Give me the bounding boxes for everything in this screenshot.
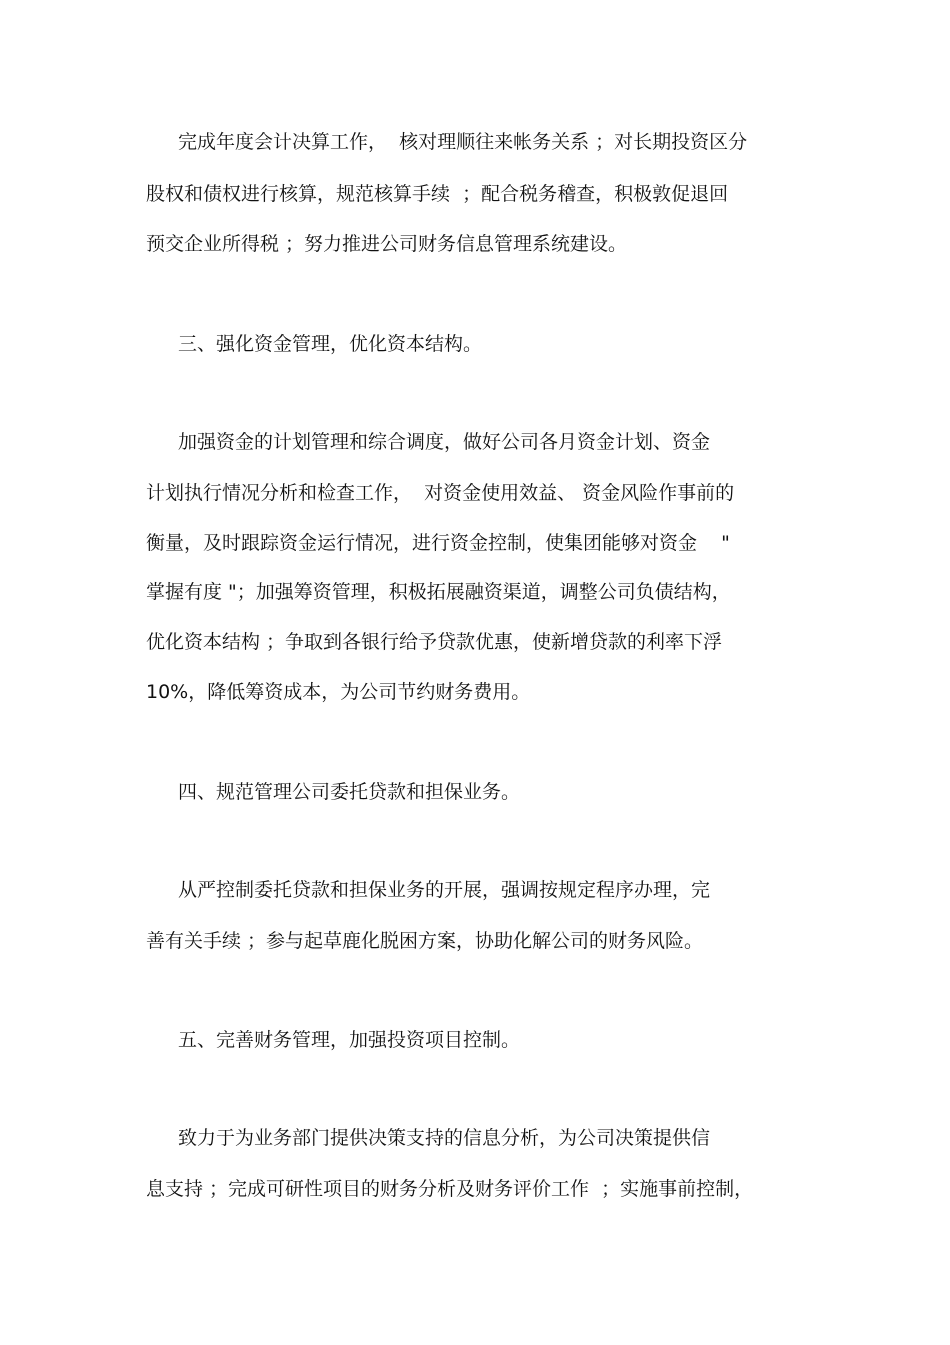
paragraph-4-line-2: 息支持 ；完成可研性项目的财务分析及财务评价工作 ；实施事前控制，: [146, 1178, 754, 1200]
paragraph-2-line-4: 掌握有度 "；加强筹资管理，积极拓展融资渠道，调整公司负债结构，: [146, 581, 731, 603]
section-heading-3: 三、强化资金管理，优化资本结构。: [178, 333, 483, 355]
paragraph-3-line-1: 从严控制委托贷款和担保业务的开展，强调按规定程序办理，完: [178, 879, 711, 901]
paragraph-2-line-6: 10%，降低筹资成本，为公司节约财务费用。: [146, 681, 531, 703]
section-heading-4: 四、规范管理公司委托贷款和担保业务。: [178, 781, 521, 803]
paragraph-3-line-2: 善有关手续 ；参与起草鹿化脱困方案，协助化解公司的财务风险。: [146, 930, 704, 952]
paragraph-4-line-1: 致力于为业务部门提供决策支持的信息分析，为公司决策提供信: [178, 1127, 711, 1149]
paragraph-2-line-5: 优化资本结构 ；争取到各银行给予贷款优惠，使新增贷款的利率下浮: [146, 631, 723, 653]
paragraph-2-line-2: 计划执行情况分析和检查工作， 对资金使用效益、 资金风险作事前的: [146, 482, 735, 504]
paragraph-1-line-2: 股权和债权进行核算，规范核算手续 ；配合税务稽查，积极敦促退回: [146, 183, 729, 205]
paragraph-2-line-1: 加强资金的计划管理和综合调度，做好公司各月资金计划、资金: [178, 431, 711, 453]
paragraph-1-line-1: 完成年度会计决算工作， 核对理顺往来帐务关系 ；对长期投资区分: [178, 131, 748, 153]
paragraph-2-line-3: 衡量，及时跟踪资金运行情况，进行资金控制，使集团能够对资金 ": [146, 532, 730, 554]
paragraph-1-line-3: 预交企业所得税 ；努力推进公司财务信息管理系统建设。: [146, 233, 628, 255]
section-heading-5: 五、完善财务管理，加强投资项目控制。: [178, 1029, 521, 1051]
